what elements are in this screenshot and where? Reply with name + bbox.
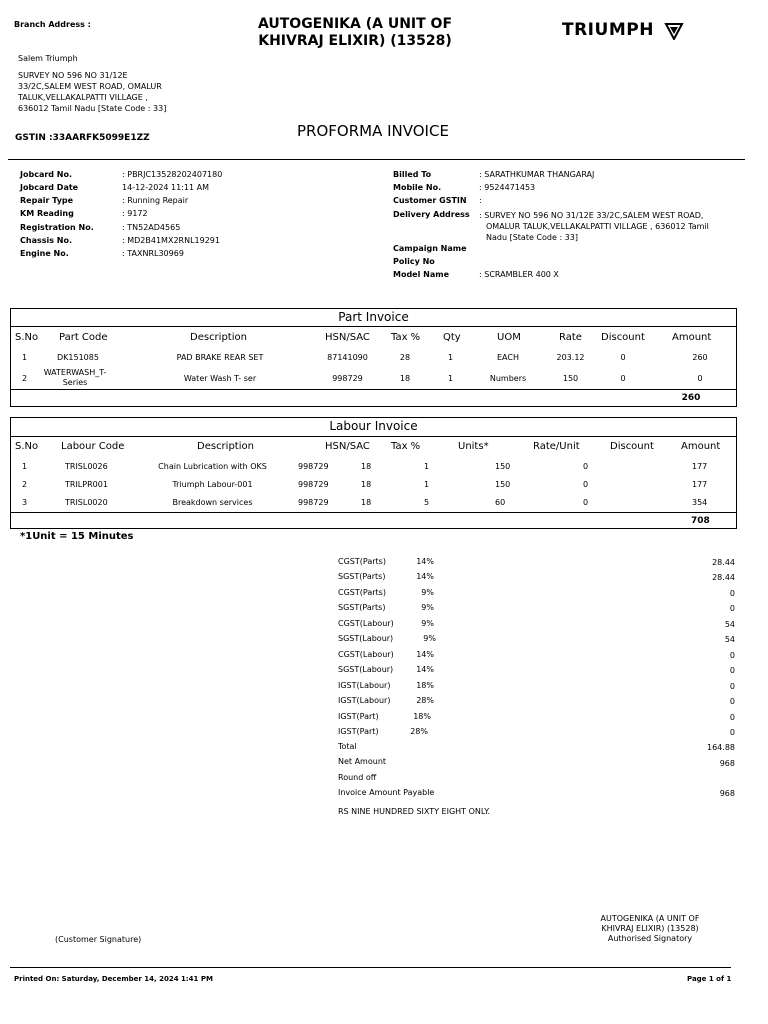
part-code-line: WATERWASH_T- [43, 368, 107, 377]
address-line: SURVEY NO 596 NO 31/12E [18, 71, 128, 80]
company-name-line1: AUTOGENIKA (A UNIT OF [257, 16, 453, 32]
tax-amount: 0 [729, 728, 735, 737]
campaign-label: Campaign Name [393, 244, 467, 253]
printed-on: Printed On: Saturday, December 14, 2024 1:41 PM [14, 975, 213, 983]
labour-cell: 998729 [298, 498, 329, 507]
job-label: Jobcard No. [20, 170, 73, 179]
part-cell: 0 [620, 374, 626, 383]
part-cell: EACH [497, 353, 519, 362]
job-label: Repair Type [20, 196, 74, 205]
labour-col-desc: Description [197, 441, 254, 452]
delivery-address-label: Delivery Address [393, 210, 470, 219]
labour-cell: 150 [495, 462, 511, 471]
labour-cell: 0 [583, 498, 589, 507]
part-cell: 2 [22, 374, 28, 383]
part-cell: 998729 [332, 374, 363, 383]
tax-label: IGST(Part) [338, 727, 379, 736]
branch-address-label: Branch Address : [14, 20, 91, 29]
net-amount-value: 968 [719, 759, 735, 768]
tax-rate: 28% [416, 696, 434, 705]
address-line: 636012 Tamil Nadu [State Code : 33] [18, 104, 167, 113]
tax-label: CGST(Labour) [338, 650, 394, 659]
tax-amount: 0 [729, 666, 735, 675]
part-cell [40, 368, 110, 388]
total-label: Total [338, 742, 357, 751]
tax-rate: 9% [421, 603, 434, 612]
part-cell: PAD BRAKE REAR SET [176, 353, 264, 362]
delivery-address-value [479, 210, 709, 243]
part-col-desc: Description [190, 332, 247, 343]
tax-rate: 28% [410, 727, 428, 736]
part-col-sno: S.No [15, 332, 39, 343]
brand-name: TRIUMPH [562, 20, 654, 40]
labour-invoice-title: Labour Invoice [329, 419, 418, 433]
tax-amount: 0 [729, 651, 735, 660]
labour-cell: 150 [495, 480, 511, 489]
part-cell: 260 [692, 353, 708, 362]
tax-label: CGST(Parts) [338, 588, 386, 597]
labour-col-amount: Amount [681, 441, 721, 452]
signatory-company-line: AUTOGENIKA (A UNIT OF [600, 914, 700, 923]
tax-label: CGST(Parts) [338, 557, 386, 566]
labour-cell: 0 [583, 480, 589, 489]
labour-cell: 1 [424, 462, 430, 471]
part-col-amount: Amount [672, 332, 712, 343]
labour-cell: 18 [361, 480, 372, 489]
authorised-signatory-label: Authorised Signatory [607, 934, 693, 943]
authorised-signatory-block [590, 914, 710, 944]
tax-rate: 14% [416, 557, 434, 566]
gstin: GSTIN :33AARFK5099E1ZZ [15, 133, 150, 143]
model-value: : SCRAMBLER 400 X [479, 270, 559, 279]
part-cell: 18 [399, 374, 411, 383]
labour-cell: Chain Lubrication with OKS [158, 462, 267, 471]
job-value: : MD2B41MX2RNL19291 [122, 236, 220, 245]
tax-amount: 0 [729, 682, 735, 691]
tax-amount: 0 [729, 604, 735, 613]
part-col-hsn: HSN/SAC [325, 332, 370, 343]
job-value: : 9172 [122, 209, 148, 218]
labour-cell: 177 [692, 480, 708, 489]
part-cell: 87141090 [327, 353, 368, 362]
labour-cell: Breakdown services [172, 498, 253, 507]
tax-rate: 18% [413, 712, 431, 721]
job-value: : Running Repair [122, 196, 189, 205]
branch-address [18, 70, 166, 114]
header-divider [8, 159, 745, 160]
tax-label: SGST(Parts) [338, 572, 386, 581]
tax-label: SGST(Parts) [338, 603, 386, 612]
tax-rate: 9% [421, 619, 434, 628]
page-number: Page 1 of 1 [687, 975, 732, 983]
unit-note: *1Unit = 15 Minutes [20, 531, 134, 542]
tax-label: CGST(Labour) [338, 619, 394, 628]
labour-cell: 0 [583, 462, 589, 471]
labour-col-hsn: HSN/SAC [325, 441, 370, 452]
part-cell: 1 [447, 353, 454, 362]
job-value: 14-12-2024 11:11 AM [122, 183, 210, 192]
labour-cell: 1 [424, 480, 430, 489]
triumph-logo [562, 20, 687, 42]
net-amount-label: Net Amount [338, 757, 387, 766]
part-cell: 203.12 [556, 353, 585, 362]
tax-amount: 0 [729, 713, 735, 722]
triumph-emblem-icon [664, 22, 684, 40]
round-off-label: Round off [338, 773, 377, 782]
tax-rate: 14% [416, 665, 434, 674]
tax-rate: 9% [423, 634, 436, 643]
labour-cell: 18 [361, 462, 372, 471]
billed-to-label: Billed To [393, 170, 432, 179]
tax-rate: 14% [416, 572, 434, 581]
part-cell: 28 [399, 353, 411, 362]
labour-col-sno: S.No [15, 441, 39, 452]
part-col-qty: Qty [443, 332, 461, 343]
customer-gstin-label: Customer GSTIN [393, 196, 467, 205]
job-value: : TN52AD4565 [122, 223, 181, 232]
part-total: 260 [681, 393, 701, 403]
amount-payable-label: Invoice Amount Payable [338, 788, 435, 797]
part-col-uom: UOM [497, 332, 521, 343]
labour-col-rate: Rate/Unit [533, 441, 580, 452]
delivery-line: : SURVEY NO 596 NO 31/12E 33/2C,SALEM WEST ROAD, [479, 211, 704, 220]
customer-gstin-value: : [479, 196, 482, 205]
labour-col-code: Labour Code [61, 441, 125, 452]
tax-label: SGST(Labour) [338, 634, 394, 643]
company-name-line2: KHIVRAJ ELIXIR) (13528) [258, 33, 452, 49]
amount-in-words: RS NINE HUNDRED SIXTY EIGHT ONLY. [338, 807, 491, 816]
part-cell: 150 [562, 374, 579, 383]
tax-amount: 28.44 [712, 558, 735, 567]
tax-amount: 28.44 [712, 573, 735, 582]
tax-label: IGST(Labour) [338, 681, 391, 690]
signatory-company-line: KHIVRAJ ELIXIR) (13528) [601, 924, 699, 933]
labour-col-discount: Discount [610, 441, 654, 452]
part-cell: DK151085 [57, 353, 99, 362]
tax-rate: 14% [416, 650, 434, 659]
tax-rate: 18% [416, 681, 434, 690]
tax-amount: 54 [724, 635, 735, 644]
labour-cell: 998729 [298, 462, 329, 471]
tax-amount: 0 [729, 697, 735, 706]
labour-cell: TRISL0020 [65, 498, 108, 507]
labour-cell: Triumph Labour-001 [172, 480, 253, 489]
labour-total: 708 [691, 516, 710, 526]
delivery-line: Nadu [State Code : 33] [486, 233, 578, 242]
labour-cell: 5 [424, 498, 430, 507]
job-label: Chassis No. [20, 236, 73, 245]
labour-cell: TRILPR001 [65, 480, 108, 489]
part-invoice-title: Part Invoice [338, 310, 409, 324]
tax-label: SGST(Labour) [338, 665, 394, 674]
part-col-discount: Discount [601, 332, 645, 343]
labour-cell: 3 [22, 498, 28, 507]
labour-cell: TRISL0026 [65, 462, 108, 471]
labour-cell: 60 [495, 498, 506, 507]
job-value: : TAXNRL30969 [122, 249, 184, 258]
tax-amount: 0 [729, 589, 735, 598]
part-cell: Numbers [489, 374, 527, 383]
labour-cell: 2 [22, 480, 28, 489]
job-value: : PBRJC13528202407180 [122, 170, 223, 179]
part-col-code: Part Code [59, 332, 108, 343]
address-line: TALUK,VELLAKALPATTI VILLAGE , [18, 93, 148, 102]
address-line: 33/2C,SALEM WEST ROAD, OMALUR [18, 82, 162, 91]
tax-label: IGST(Part) [338, 712, 379, 721]
job-label: Jobcard Date [20, 183, 79, 192]
company-name [240, 16, 470, 50]
mobile-value: : 9524471453 [479, 183, 536, 192]
part-cell: 0 [697, 374, 703, 383]
job-label: Registration No. [20, 223, 94, 232]
job-label: KM Reading [20, 209, 74, 218]
customer-signature-label: (Customer Signature) [55, 935, 142, 944]
labour-cell: 18 [361, 498, 372, 507]
billed-to-value: : SARATHKUMAR THANGARAJ [479, 170, 595, 179]
tax-rate: 9% [421, 588, 434, 597]
mobile-label: Mobile No. [393, 183, 442, 192]
labour-col-units: Units* [458, 441, 489, 452]
labour-cell: 1 [22, 462, 28, 471]
document-title: PROFORMA INVOICE [297, 122, 449, 140]
labour-cell: 177 [692, 462, 708, 471]
labour-cell: 354 [692, 498, 708, 507]
part-cell: 1 [22, 353, 28, 362]
amount-payable-value: 968 [719, 789, 735, 798]
part-col-tax: Tax % [391, 332, 421, 343]
part-cell: 1 [447, 374, 454, 383]
job-label: Engine No. [20, 249, 69, 258]
total-amount: 164.88 [707, 743, 735, 752]
footer-divider [10, 967, 731, 968]
part-col-rate: Rate [559, 332, 582, 343]
tax-amount: 54 [724, 620, 735, 629]
model-label: Model Name [393, 270, 449, 279]
policy-label: Policy No [393, 257, 435, 266]
tax-label: IGST(Labour) [338, 696, 391, 705]
branch-name: Salem Triumph [18, 54, 78, 63]
labour-cell: 998729 [298, 480, 329, 489]
labour-col-tax: Tax % [391, 441, 421, 452]
part-cell: 0 [620, 353, 626, 362]
delivery-line: OMALUR TALUK,VELLAKALPATTI VILLAGE , 636012 Tamil [486, 222, 709, 231]
part-cell: Water Wash T- ser [183, 374, 257, 383]
part-code-line: Series [62, 378, 88, 387]
